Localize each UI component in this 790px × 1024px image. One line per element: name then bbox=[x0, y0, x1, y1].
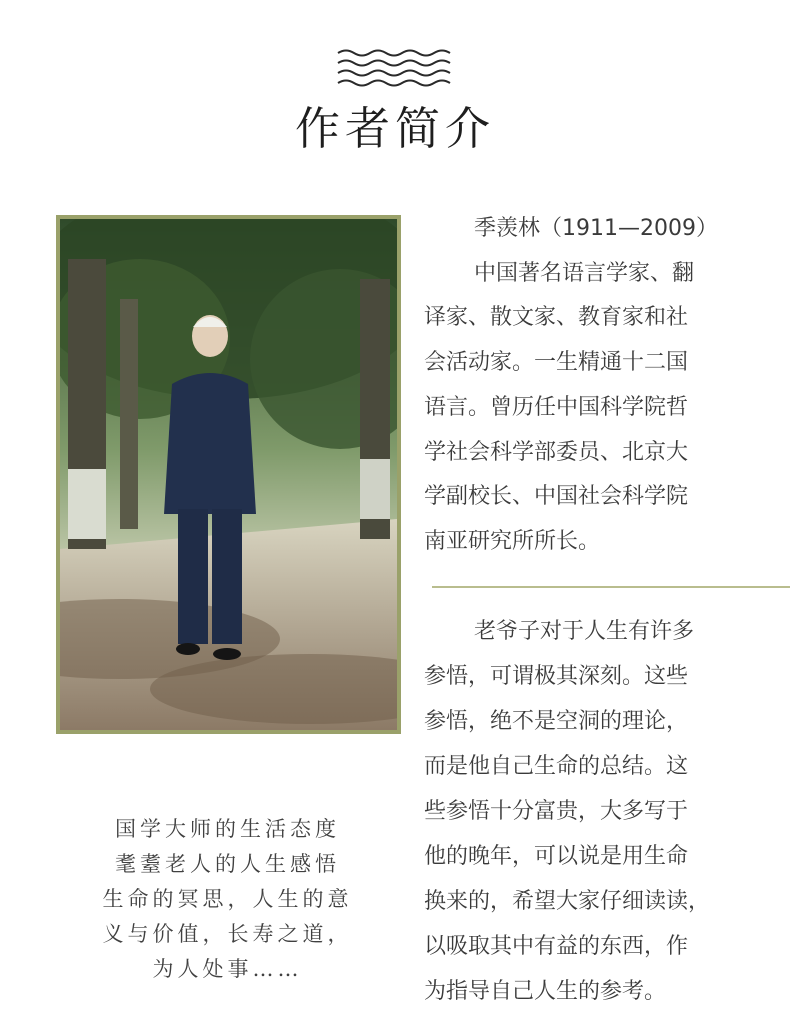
author-photo bbox=[56, 215, 401, 734]
photo-caption bbox=[60, 812, 395, 987]
bio-line: 中国著名语言学家、翻 bbox=[474, 260, 695, 286]
bio-line: 南亚研究所所长。 bbox=[424, 528, 601, 554]
paragraph-line: 以吸取其中有益的东西，作 bbox=[424, 934, 689, 959]
paragraph-line: 参悟，可谓极其深刻。这些 bbox=[424, 664, 689, 689]
caption-line: 义与价值，长寿之道， bbox=[102, 922, 353, 946]
bio-line: 语言。曾历任中国科学院哲 bbox=[424, 394, 689, 420]
caption-line: 为人处事…… bbox=[152, 957, 303, 981]
author-bio bbox=[424, 207, 769, 565]
page-title: 作者简介 bbox=[294, 102, 495, 155]
bio-line: 会活动家。一生精通十二国 bbox=[424, 350, 689, 376]
paragraph-line: 些参悟十分富贵，大多写于 bbox=[424, 799, 689, 824]
author-name: 季羡林（1911—2009） bbox=[474, 216, 718, 241]
caption-line: 国学大师的生活态度 bbox=[115, 817, 340, 841]
paragraph-line: 他的晚年，可以说是用生命 bbox=[424, 844, 689, 869]
bio-line: 学社会科学部委员、北京大 bbox=[424, 439, 689, 465]
caption-line: 耄耋老人的人生感悟 bbox=[115, 852, 340, 876]
paragraph-line: 参悟，绝不是空洞的理论， bbox=[424, 709, 689, 734]
description-paragraph bbox=[424, 609, 769, 1014]
bio-line: 译家、散文家、教育家和社 bbox=[424, 305, 689, 331]
paragraph-line: 老爷子对于人生有许多 bbox=[474, 619, 695, 644]
paragraph-line: 而是他自己生命的总结。这 bbox=[424, 754, 689, 779]
paragraph-line: 换来的，希望大家仔细读读， bbox=[424, 889, 711, 914]
bio-line: 学副校长、中国社会科学院 bbox=[424, 484, 689, 510]
caption-line: 生命的冥思，人生的意 bbox=[102, 887, 353, 911]
section-divider bbox=[432, 586, 790, 588]
portrait-photo-icon bbox=[60, 219, 397, 730]
wave-lines-icon bbox=[330, 45, 470, 91]
paragraph-line: 为指导自己人生的参考。 bbox=[424, 979, 667, 1004]
